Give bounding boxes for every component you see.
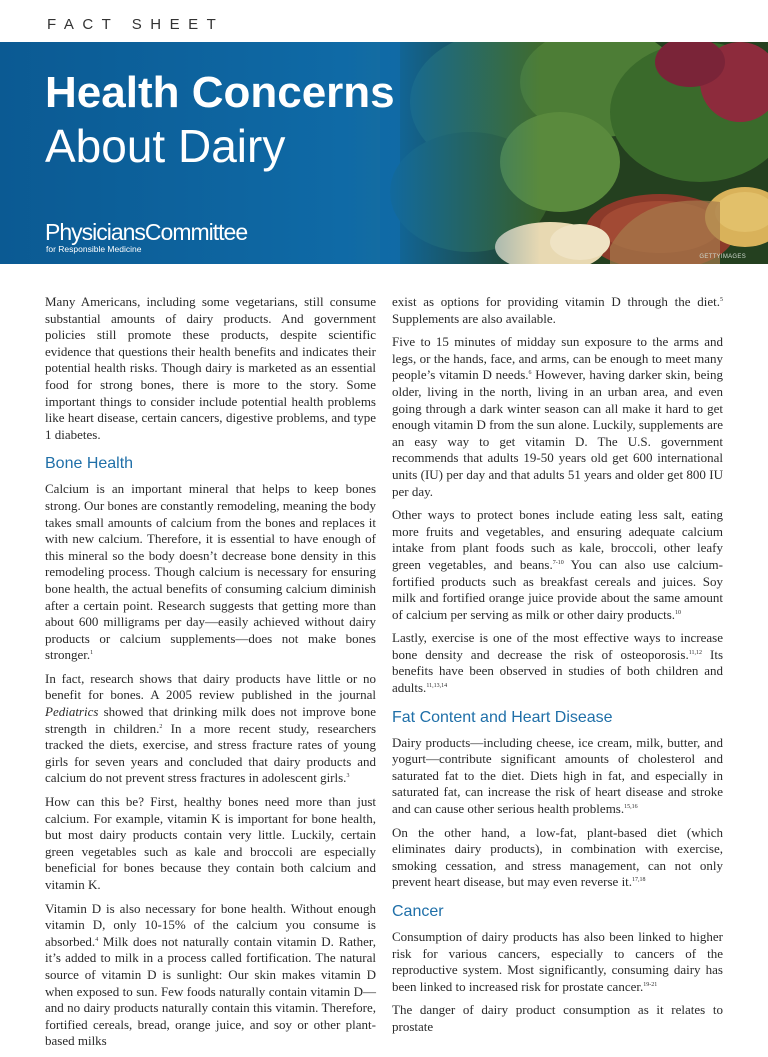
paragraph: Other ways to protect bones include eating less salt, eating more fruits and vegetables, and ensuring adequate calcium intake from plant foods such as kale, broccoli, other leafy green vegetables, and beans.$^{7-10}$ You can also use calcium-fortified products such as breakfast cereals and juices. Soy milk and fortified orange juice provide about the same amount of calcium per serving as milk or other dairy products.$^{10}$ bbox=[392, 507, 723, 622]
footnote-ref: 11,13,14 bbox=[426, 683, 448, 690]
section-heading-bone-health: Bone Health bbox=[45, 455, 134, 473]
footnote-ref: 10 bbox=[675, 609, 682, 616]
paragraph: Five to 15 minutes of midday sun exposure to the arms and legs, or the hands, face, and arms, can be enough to meet many people’s vitamin D needs.$^6$ However, having darker skin, being older, living in the north, living in an urban area, and even going through a dark winter season can all make it hard to get enough vitamin D from the sun alone. Luckily, supplements are an easy way to get vitamin D. The U.S. government recommends that adults 19-50 years old get 600 international units (IU) per day and that adults 51 years and older get 800 IU per day. bbox=[392, 334, 723, 499]
fact-sheet-label: FACT SHEET bbox=[47, 16, 225, 33]
paragraph: Lastly, exercise is one of the most effective ways to increase bone density and decrease the risk of osteoporosis.$^{11,12}$ Its benefits have been observed in studies of both children and adults.$^{11,13,14}$ bbox=[392, 630, 724, 696]
page-title: Health Concerns bbox=[45, 68, 395, 117]
footnote-ref: 19-21 bbox=[643, 981, 658, 988]
footnote-ref: 11,12 bbox=[688, 649, 703, 656]
footnote-ref: 7-10 bbox=[552, 559, 564, 566]
logo-tagline: for Responsible Medicine bbox=[46, 244, 142, 254]
logo-wordmark: PhysiciansCommittee bbox=[45, 219, 248, 245]
section-heading-cancer: Cancer bbox=[392, 903, 444, 920]
footnote-ref: 2 bbox=[159, 723, 163, 730]
page-subtitle: About Dairy bbox=[45, 120, 286, 172]
right-column bbox=[392, 294, 723, 1043]
footnote-ref: 5 bbox=[720, 297, 723, 303]
paragraph: How can this be? First, healthy bones need more than just calcium. For example, vitamin K is important for bone health, but most dairy products contain very little. Luckily, certain green vegetables such as kale and broccoli are especially beneficial for bones because they contain both calcium and vitamin K. bbox=[45, 794, 376, 892]
paragraph: Calcium is an important mineral that helps to keep bones strong. Our bones are constantly remodeling, meaning the body takes small amounts of calcium from the bones and replaces it with new calcium. Therefore, it is essential to have enough of this mineral so the body doesn’t decrease bone density in this remodeling process. Though calcium is necessary for ensuring bone health, the actual benefits of consuming calcium diminish after a certain point. Research suggests that getting more than about 600 milligrams per day—easily achieved without dairy products or calcium supplements—does not make bones stronger.$^1$ bbox=[45, 481, 376, 663]
footnote-ref: 6 bbox=[528, 370, 532, 377]
footnote-ref: 15,16 bbox=[624, 804, 638, 811]
paragraph: exist as options for providing vitamin D through the diet.$^5$ Supplements are also available. bbox=[392, 294, 723, 326]
top-bar bbox=[0, 0, 768, 42]
paragraph: On the other hand, a low-fat, plant-based diet (which eliminates dairy products), in combination with exercise, smoking cessation, and stress management, can not only prevent heart disease, but may even reverse it.$^{17,18}$ bbox=[392, 824, 723, 890]
hero-banner bbox=[0, 42, 768, 264]
section-heading-fat-content: Fat Content and Heart Disease bbox=[392, 708, 613, 726]
footnote-ref: 1 bbox=[90, 650, 94, 657]
paragraph: Dairy products—including cheese, ice cream, milk, butter, and yogurt—contribute significant amounts of cholesterol and saturated fat to the diet. Diets high in fat, and especially in saturated fat, can increase the risk of heart disease and stroke and can cause other serious health problems.$^{15,16}$ bbox=[392, 734, 723, 817]
photo-credit: GETTYIMAGES bbox=[699, 254, 746, 260]
journal-name: Pediatrics bbox=[45, 704, 99, 720]
paragraph: In fact, research shows that dairy products have little or no benefit for bones. A 2005 review published in the journal Pediatrics showed that drinking milk does not improve bone strength in children.$^2$ In a more recent study, researchers tracked the diets, exercise, and stress fracture rates of young girls for seven years and concluded that dairy products and calcium do not prevent stress fractures in adolescent girls.$^3$ bbox=[45, 670, 376, 786]
paragraph: Consumption of dairy products has also been linked to higher risk for various cancers, especially to cancers of the reproductive system. Most significantly, consuming dairy has been linked to increased risk for prostate cancer.$^{19-21}$ bbox=[392, 929, 723, 994]
footnote-ref: 3 bbox=[346, 773, 350, 780]
intro-paragraph: Many Americans, including some vegetarians, still consume substantial amounts of dairy products. And government policies still promote these products, despite scientific evidence that questions their health benefits and indicates their potential health risks. Though dairy is marketed as an essential food for strong bones, there is more to the story. Some important things to consider include potential health problems like heart disease, certain cancers, digestive problems, and type 1 diabetes. bbox=[45, 294, 376, 442]
left-column bbox=[45, 294, 376, 1057]
footnote-ref: 17,18 bbox=[632, 877, 646, 884]
headline bbox=[45, 68, 395, 172]
organization-logo bbox=[45, 220, 247, 254]
paragraph: The danger of dairy product consumption as it relates to prostate bbox=[392, 1002, 723, 1034]
footnote-ref: 4 bbox=[95, 936, 99, 943]
paragraph: Vitamin D is also necessary for bone health. Without enough vitamin D, only 10-15% of the calcium you consume is absorbed.$^4$ Milk does not naturally contain vitamin D. Rather, it’s added to milk in a process called fortification. The natural source of vitamin D is sunlight: Our skin makes vitamin D when exposed to sun. Few foods naturally contain vitamin D—and no dairy products naturally contain this vitamin. Therefore, fortified cereals, bread, orange juice, and soy or other plant-based milks bbox=[45, 900, 376, 1049]
